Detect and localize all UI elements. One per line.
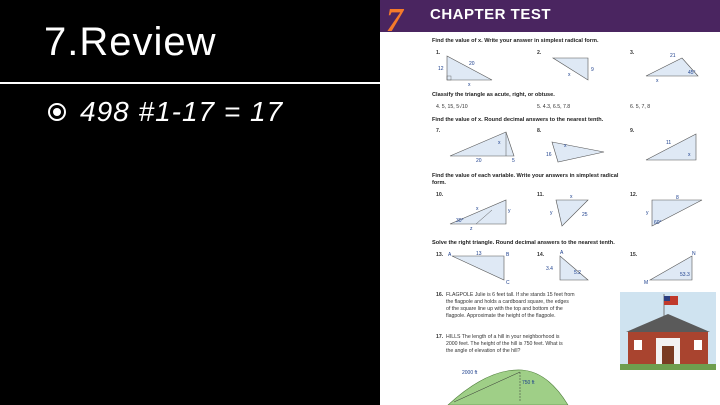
- fig15-label-M: M: [644, 280, 649, 286]
- fig1-label-x: x: [468, 82, 471, 88]
- problem-7-number: 7.: [436, 128, 441, 134]
- problem-14-number: 14.: [537, 252, 545, 258]
- figure-12: [646, 196, 708, 232]
- problem-1-number: 1.: [436, 50, 441, 56]
- fig1-label-12: 12: [438, 66, 444, 72]
- problem-11-number: 11.: [537, 192, 544, 198]
- fig9-label-11: 11: [666, 140, 672, 146]
- bullet-icon: [48, 103, 66, 121]
- fig14-label-3.4: 3.4: [546, 266, 553, 272]
- section-5-directions: Solve the right triangle. Round decimal answers to the nearest tenth.: [432, 240, 615, 246]
- problem-16-line-4: flagpole. Approximate the height of the flagpole.: [446, 313, 556, 319]
- figure-7: [446, 130, 521, 162]
- figure-2: [548, 54, 598, 84]
- slide-bullet: [48, 96, 283, 128]
- problem-15-number: 15.: [630, 252, 638, 258]
- problem-17-line-2: 2000 feet. The height of the hill is 750 feet. What is: [446, 341, 563, 347]
- fig13-label-A: A: [448, 252, 452, 258]
- fig8-label-16: 16: [546, 152, 552, 158]
- fig11-label-x: x: [570, 194, 573, 200]
- figure-15: [642, 252, 706, 286]
- problem-17-number: 17.: [436, 334, 444, 340]
- school-building-illustration: [620, 292, 716, 370]
- slide-title: 7.Review: [44, 20, 217, 64]
- fig10-label-30: 30°: [456, 218, 464, 224]
- section-4-directions-cont: form.: [432, 180, 446, 186]
- chapter-number: 7: [386, 2, 403, 39]
- fig13-label-C: C: [506, 280, 510, 286]
- problem-3-number: 3.: [630, 50, 635, 56]
- fig9-label-x: x: [688, 152, 691, 158]
- problem-16-number: 16.: [436, 292, 444, 298]
- problem-17-line-3: the angle of elevation of the hill?: [446, 348, 521, 354]
- fig12-label-8: 8: [676, 195, 679, 201]
- problem-16-line-3: of the square line up with the top and bottom of the: [446, 306, 563, 312]
- fig3-label-21: 21: [670, 53, 676, 59]
- section-2-directions: Classify the triangle as acute, right, or obtuse.: [432, 92, 555, 98]
- fig3-label-45: 45°: [688, 70, 696, 76]
- problem-16-line-2: the flagpole and holds a cardboard square, the edges: [446, 299, 569, 305]
- fig7-label-20: 20: [476, 158, 482, 164]
- section-4-directions: Find the value of each variable. Write your answers in simplest radical: [432, 173, 619, 179]
- problem-2-number: 2.: [537, 50, 542, 56]
- problem-4: 4. 5, 15, 5√10: [436, 104, 468, 110]
- fig17-label-750: 750 ft: [522, 380, 535, 386]
- problem-13-number: 13.: [436, 252, 444, 258]
- figure-9: [642, 130, 704, 166]
- problem-10-number: 10.: [436, 192, 444, 198]
- textbook-page: [380, 0, 720, 405]
- fig13-label-B: B: [506, 252, 510, 258]
- section-3-directions: Find the value of x. Round decimal answers to the nearest tenth.: [432, 117, 604, 123]
- figure-13: [448, 252, 512, 286]
- fig7-label-5: 5: [512, 158, 515, 164]
- fig10-label-x: x: [476, 206, 479, 212]
- fig11-label-25: 25: [582, 212, 588, 218]
- fig10-label-y: y: [508, 208, 511, 214]
- chapter-title: CHAPTER TEST: [430, 6, 552, 23]
- problem-12-number: 12.: [630, 192, 638, 198]
- fig3-label-x: x: [656, 78, 659, 84]
- fig17-label-2000: 2000 ft: [462, 370, 478, 376]
- fig2-label-x: x: [568, 72, 571, 78]
- bullet-text: 498 #1-17 = 17: [80, 96, 284, 127]
- figure-14: [546, 250, 602, 286]
- figure-1: [438, 52, 497, 88]
- fig2-label-9: 9: [591, 67, 594, 73]
- problem-16-line-1: FLAGPOLE Julie is 6 feet tall. If she stands 15 feet from: [446, 292, 575, 298]
- figure-3: [642, 50, 704, 82]
- fig8-label-x: x: [564, 143, 567, 149]
- fig11-label-y: y: [550, 210, 553, 216]
- fig12-label-y: y: [646, 210, 649, 216]
- problem-6: 6. 5, 7, 8: [630, 104, 651, 110]
- fig13-label-13: 13: [476, 251, 482, 257]
- hill-illustration: [448, 362, 568, 405]
- problem-9-number: 9.: [630, 128, 635, 134]
- fig12-label-60: 60°: [654, 220, 662, 226]
- figure-8: [546, 134, 610, 168]
- fig10-label-z: z: [470, 226, 473, 232]
- fig1-label-20: 20: [469, 61, 475, 67]
- figure-11: [552, 194, 602, 234]
- title-divider: [0, 82, 380, 84]
- fig7-label-x: x: [498, 140, 501, 146]
- problem-5: 5. 4.3, 6.5, 7.8: [537, 104, 571, 110]
- problem-8-number: 8.: [537, 128, 542, 134]
- fig14-label-A: A: [560, 250, 564, 256]
- figure-10: [446, 196, 516, 230]
- fig15-label-N: N: [692, 251, 696, 257]
- section-1-directions: Find the value of x. Write your answer in simplest radical form.: [432, 38, 599, 44]
- fig15-label-53.3: 53.3: [680, 272, 690, 278]
- problem-17-line-1: HILLS The length of a hill in your neighborhood is: [446, 334, 560, 340]
- fig14-label-5.2: 5.2: [574, 270, 581, 276]
